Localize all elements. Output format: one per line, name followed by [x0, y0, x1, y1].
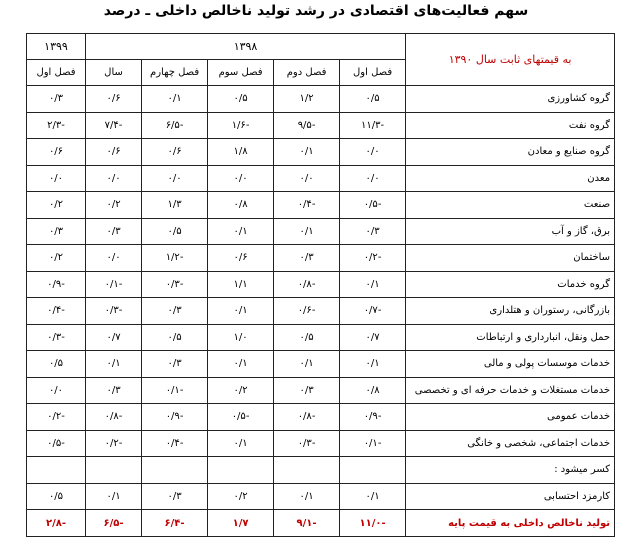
table-row [27, 324, 615, 351]
table-cell: ۰/۰ [27, 377, 86, 404]
table-cell: ۰/۵ [27, 483, 86, 510]
table-row [27, 271, 615, 298]
year-1399-header: ۱۳۹۹ [27, 34, 86, 60]
table-cell: ۰/۱ [208, 298, 274, 325]
table-row [27, 112, 615, 139]
table-cell: ۰/۷ [340, 324, 406, 351]
column-header-q4: فصل چهارم [142, 60, 208, 86]
row-label: بازرگانی، رستوران و هتلداری [406, 298, 615, 325]
row-label: خدمات عمومی [406, 404, 615, 431]
table-row [27, 457, 615, 484]
table-cell: ۰/۸ [208, 192, 274, 219]
row-label: حمل ونقل، انبارداری و ارتباطات [406, 324, 615, 351]
table-cell: ۰/۱ [274, 139, 340, 166]
table-cell [274, 457, 340, 484]
table-cell: ۰/۲ [86, 192, 142, 219]
table-cell: -۱۱/۰ [340, 510, 406, 537]
table-cell: -۰/۵ [27, 430, 86, 457]
table-cell: ۰/۸ [340, 377, 406, 404]
column-header-q2: فصل دوم [274, 60, 340, 86]
table-cell: -۷/۴ [86, 112, 142, 139]
row-label: گروه خدمات [406, 271, 615, 298]
table-cell: ۰/۶ [86, 86, 142, 113]
row-label: برق، گاز و آب [406, 218, 615, 245]
table-cell: -۱۱/۳ [340, 112, 406, 139]
table-cell: ۱/۱ [208, 271, 274, 298]
table-cell: ۰/۰ [340, 139, 406, 166]
table-cell: ۰/۰ [142, 165, 208, 192]
table-cell: ۰/۱ [274, 218, 340, 245]
table-cell: -۰/۵ [208, 404, 274, 431]
table-cell: ۰/۵ [142, 324, 208, 351]
table-cell: ۰/۶ [86, 139, 142, 166]
table-row [27, 430, 615, 457]
table-cell: ۰/۱ [208, 218, 274, 245]
table-cell: -۰/۷ [340, 298, 406, 325]
year-1398-header: ۱۳۹۸ [86, 34, 406, 60]
table-cell: -۰/۹ [340, 404, 406, 431]
table-cell: -۰/۸ [86, 404, 142, 431]
row-label: خدمات مستغلات و خدمات حرفه ای و تخصصی [406, 377, 615, 404]
table-cell: ۰/۳ [274, 245, 340, 272]
table-cell: -۰/۸ [274, 271, 340, 298]
table-cell: -۹/۱ [274, 510, 340, 537]
table-cell: ۰/۱ [340, 271, 406, 298]
column-header-q1: فصل اول [340, 60, 406, 86]
table-cell: ۰/۱ [208, 351, 274, 378]
table-cell: -۰/۳ [86, 298, 142, 325]
column-header-q3: فصل سوم [208, 60, 274, 86]
table-cell: ۰/۲ [27, 192, 86, 219]
table-cell: -۰/۹ [142, 404, 208, 431]
table-cell: -۰/۹ [27, 271, 86, 298]
table-cell: ۰/۱ [142, 86, 208, 113]
table-cell: ۰/۳ [27, 218, 86, 245]
table-cell: ۰/۶ [27, 139, 86, 166]
table-cell: ۱/۷ [208, 510, 274, 537]
table-cell: ۰/۳ [86, 377, 142, 404]
row-label: معدن [406, 165, 615, 192]
table-cell: ۰/۵ [340, 86, 406, 113]
table-cell: ۰/۱ [274, 351, 340, 378]
table-cell: -۰/۲ [340, 245, 406, 272]
table-cell: ۰/۵ [274, 324, 340, 351]
table-row [27, 192, 615, 219]
row-label: ساختمان [406, 245, 615, 272]
table-cell: ۱/۳ [142, 192, 208, 219]
table-row [27, 165, 615, 192]
table-cell: ۰/۳ [142, 298, 208, 325]
row-label: گروه نفت [406, 112, 615, 139]
table-row [27, 86, 615, 113]
table-cell: ۰/۵ [27, 351, 86, 378]
table-cell: -۱/۶ [208, 112, 274, 139]
table-cell: -۰/۵ [340, 192, 406, 219]
table-cell: -۰/۳ [27, 324, 86, 351]
table-row [27, 298, 615, 325]
row-label: خدمات اجتماعی، شخصی و خانگی [406, 430, 615, 457]
table-row [27, 377, 615, 404]
table-cell: ۰/۲ [27, 245, 86, 272]
table-cell: ۰/۳ [142, 351, 208, 378]
table-cell: ۱/۲ [274, 86, 340, 113]
table-cell: -۶/۵ [86, 510, 142, 537]
table-cell: -۱/۲ [142, 245, 208, 272]
table-cell: ۰/۰ [340, 165, 406, 192]
table-cell: ۰/۶ [208, 245, 274, 272]
table-cell: ۰/۳ [86, 218, 142, 245]
table-cell: -۰/۲ [86, 430, 142, 457]
row-label: خدمات موسسات پولی و مالی [406, 351, 615, 378]
table-cell: ۰/۵ [208, 86, 274, 113]
table-cell: -۲/۸ [27, 510, 86, 537]
table-cell: ۰/۳ [274, 377, 340, 404]
table-cell: -۰/۴ [142, 430, 208, 457]
row-label: کارمزد احتسابی [406, 483, 615, 510]
table-cell: ۰/۱ [340, 351, 406, 378]
table-row [27, 483, 615, 510]
table-cell: -۰/۳ [274, 430, 340, 457]
table-cell: ۰/۲ [208, 483, 274, 510]
table-cell: ۰/۰ [27, 165, 86, 192]
table-cell: -۶/۵ [142, 112, 208, 139]
table-row [27, 245, 615, 272]
table-cell [27, 457, 86, 484]
table-cell: ۰/۶ [142, 139, 208, 166]
header-row-years [27, 34, 615, 60]
table-cell: ۰/۱ [340, 483, 406, 510]
table-cell: -۰/۱ [86, 271, 142, 298]
table-row [27, 510, 615, 537]
column-header-1399-q1: فصل اول [27, 60, 86, 86]
row-label: گروه کشاورزی [406, 86, 615, 113]
table-cell: ۰/۳ [340, 218, 406, 245]
table-row [27, 218, 615, 245]
table-row [27, 351, 615, 378]
table-cell: -۰/۱ [142, 377, 208, 404]
table-cell: ۰/۵ [142, 218, 208, 245]
row-label: تولید ناخالص داخلی به قیمت پایه [406, 510, 615, 537]
table-cell: -۰/۳ [142, 271, 208, 298]
table-cell: ۰/۳ [27, 86, 86, 113]
table-cell: -۰/۱ [340, 430, 406, 457]
table-cell: -۰/۴ [27, 298, 86, 325]
table-cell: ۰/۰ [86, 245, 142, 272]
row-label: گروه صنایع و معادن [406, 139, 615, 166]
table-cell [340, 457, 406, 484]
table-cell: ۱/۰ [208, 324, 274, 351]
table-cell: ۰/۳ [142, 483, 208, 510]
table-row [27, 404, 615, 431]
table-cell: ۰/۱ [86, 351, 142, 378]
page-title: سهم فعالیت‌های اقتصادی در رشد تولید ناخالص داخلی ـ درصد [103, 3, 529, 19]
table-cell: -۹/۵ [274, 112, 340, 139]
table-cell: ۰/۰ [208, 165, 274, 192]
table-cell: ۱/۸ [208, 139, 274, 166]
row-label: صنعت [406, 192, 615, 219]
table-cell: -۶/۴ [142, 510, 208, 537]
table-corner-label: به قیمتهای ثابت سال ۱۳۹۰ [406, 34, 615, 86]
table-cell: -۲/۳ [27, 112, 86, 139]
table-cell: ۰/۰ [86, 165, 142, 192]
table-cell: ۰/۲ [208, 377, 274, 404]
table-cell [86, 457, 142, 484]
table-cell: ۰/۱ [86, 483, 142, 510]
table-cell: ۰/۱ [208, 430, 274, 457]
table-cell: -۰/۲ [27, 404, 86, 431]
table-cell: -۰/۴ [274, 192, 340, 219]
table-row [27, 139, 615, 166]
column-header-year: سال [86, 60, 142, 86]
table-cell: ۰/۷ [86, 324, 142, 351]
table-cell: ۰/۰ [274, 165, 340, 192]
table-cell [142, 457, 208, 484]
table-cell: ۰/۱ [274, 483, 340, 510]
table-cell: -۰/۶ [274, 298, 340, 325]
table-cell: -۰/۸ [274, 404, 340, 431]
table-cell [208, 457, 274, 484]
row-label: کسر میشود : [406, 457, 615, 484]
gdp-contribution-table [26, 33, 615, 537]
